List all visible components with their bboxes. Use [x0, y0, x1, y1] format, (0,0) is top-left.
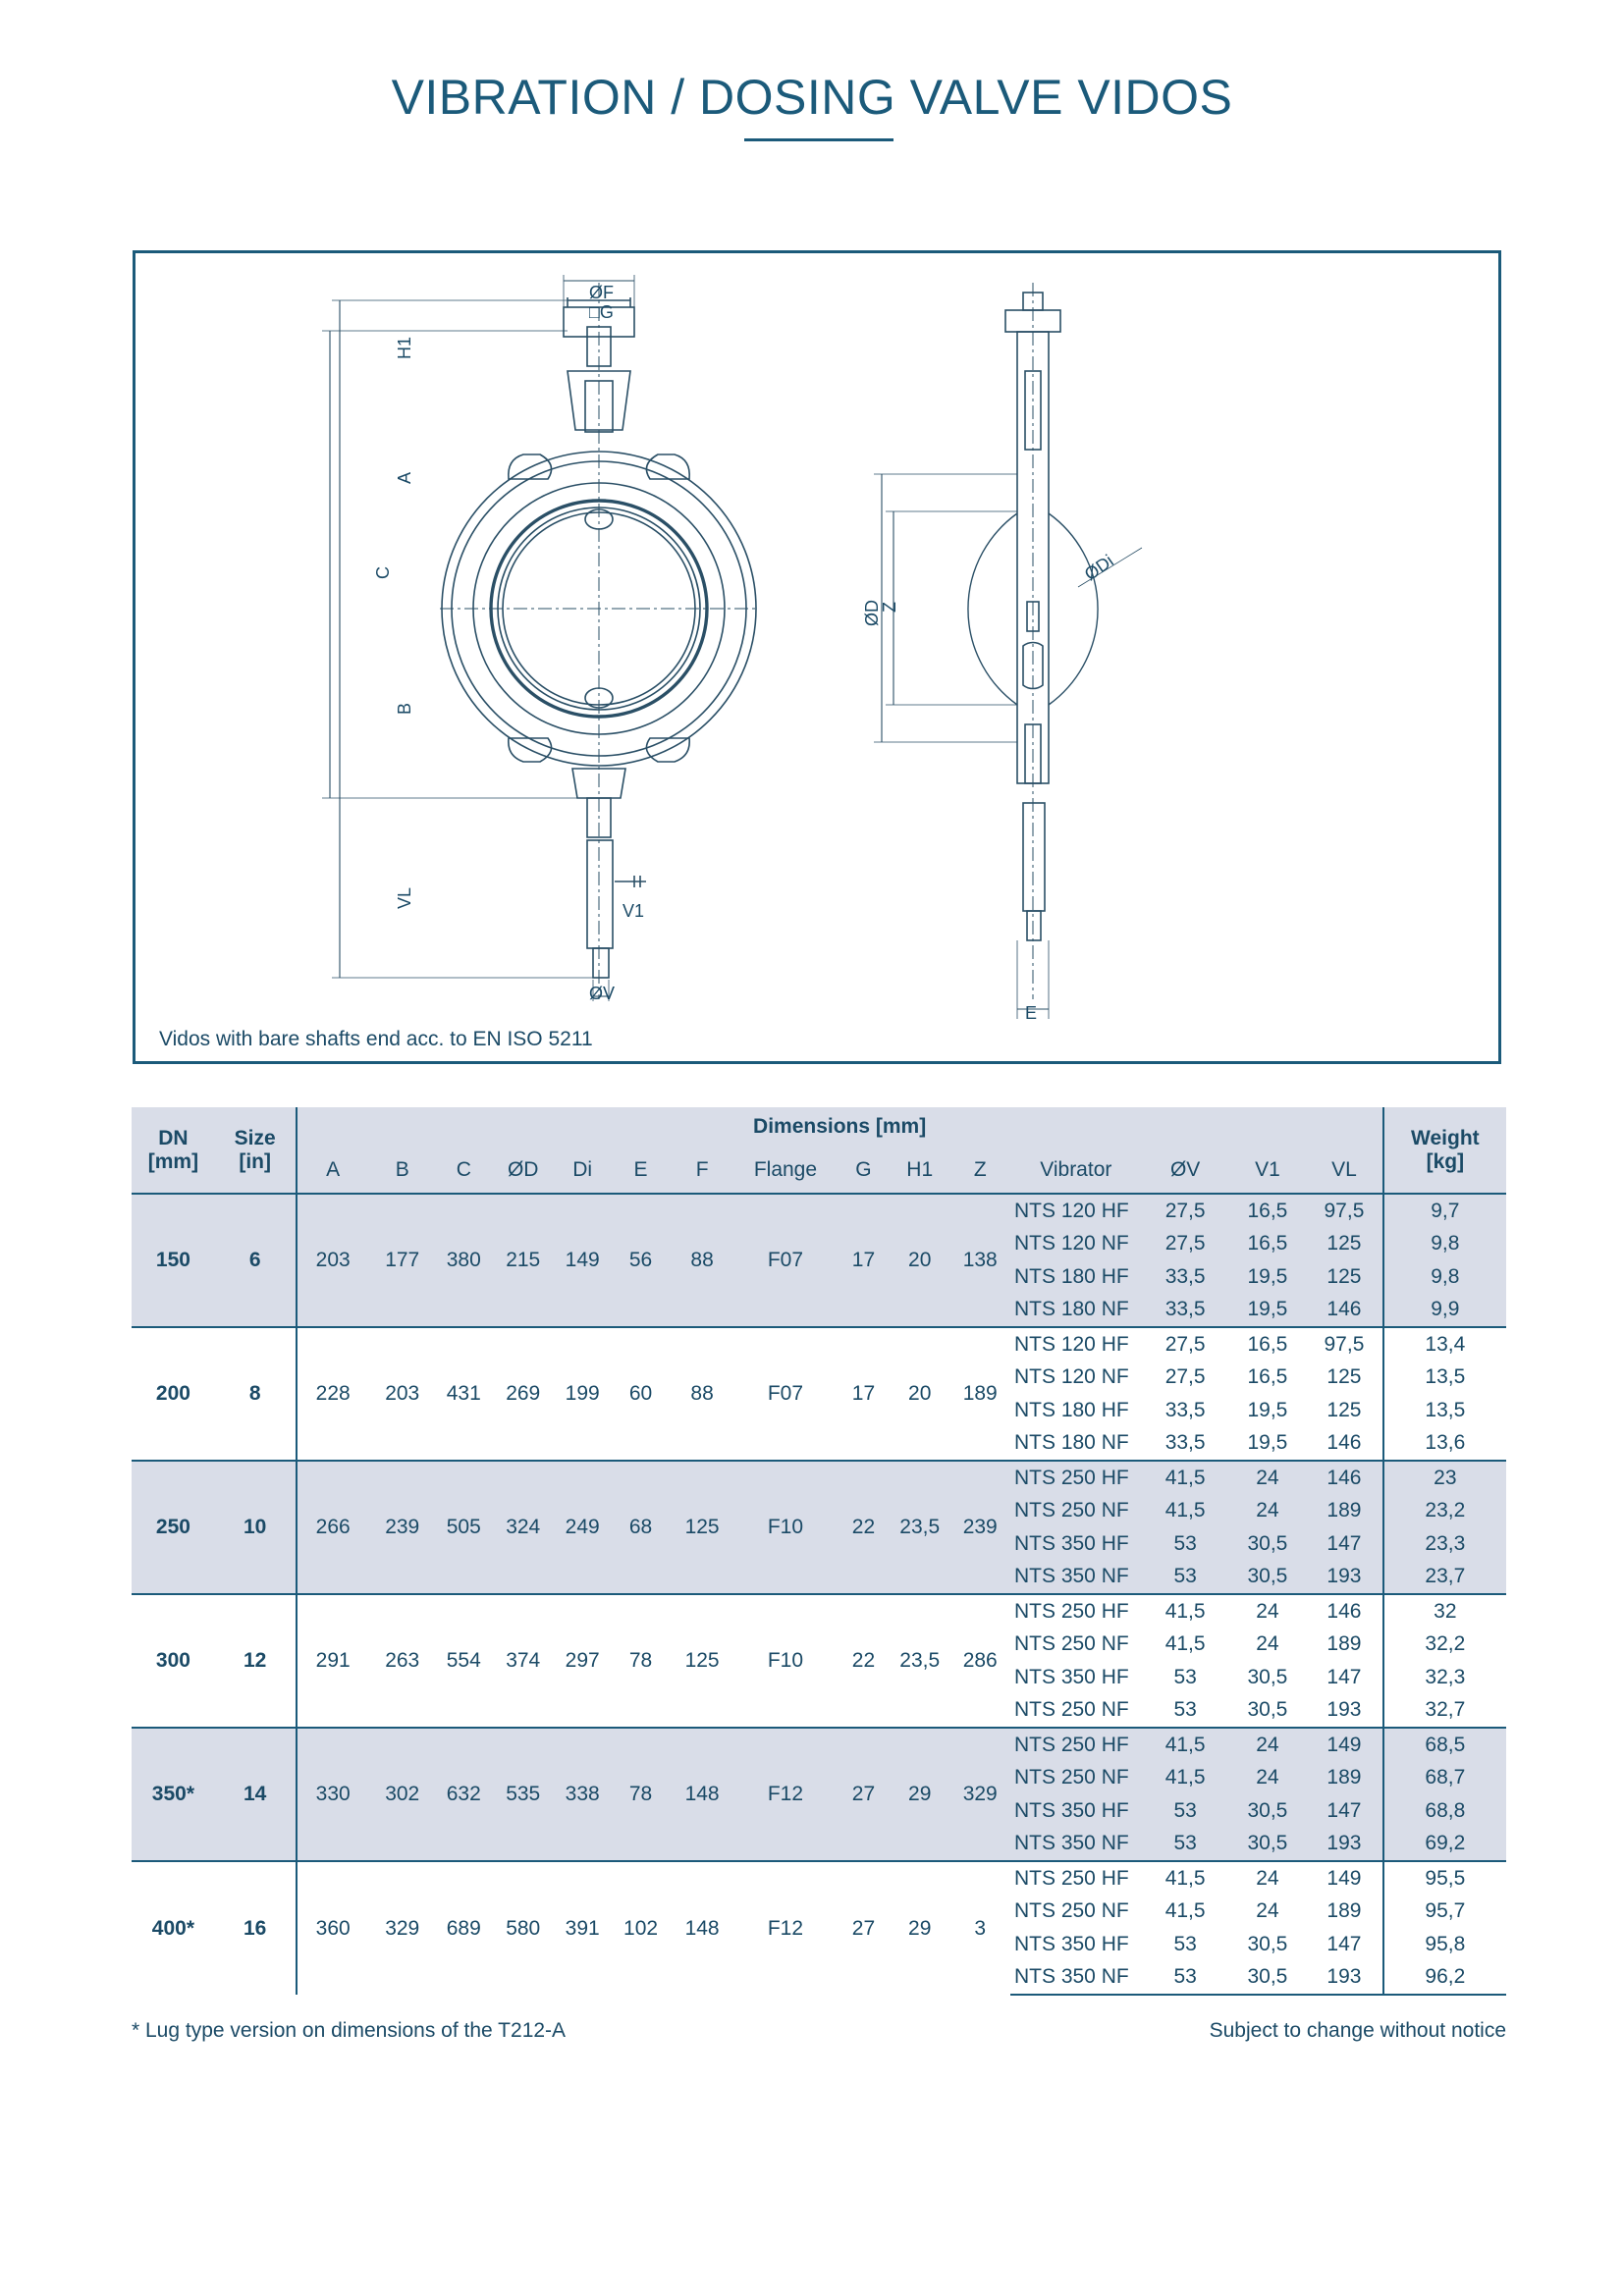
- cell-vibrator: NTS 250 NF: [1013, 1698, 1129, 1722]
- cell-v: 41,5: [1142, 1495, 1229, 1528]
- cell-size: 16: [215, 1861, 297, 1995]
- header-col: C: [436, 1147, 492, 1194]
- label-b: B: [395, 702, 414, 715]
- cell-g: 27: [838, 1861, 890, 1995]
- cell-vl: 97,5: [1306, 1194, 1383, 1228]
- cell-f: 125: [671, 1461, 733, 1594]
- cell-v: 41,5: [1142, 1861, 1229, 1896]
- cell-g: 17: [838, 1327, 890, 1461]
- cell-weight: 96,2: [1383, 1961, 1506, 1996]
- label-vl: VL: [395, 886, 414, 909]
- cell-dn: 300: [132, 1594, 215, 1728]
- cell-v1: 16,5: [1247, 1365, 1288, 1389]
- cell-vl: 189: [1326, 1899, 1362, 1923]
- header-dn: DN [mm]: [132, 1107, 215, 1194]
- cell-v: 41,5: [1142, 1594, 1229, 1629]
- cell-d: 269: [492, 1327, 555, 1461]
- cell-di: 249: [555, 1461, 611, 1594]
- cell-v1: 16,5: [1229, 1327, 1306, 1362]
- cell-di: 391: [555, 1861, 611, 1995]
- label-e: E: [1025, 1003, 1038, 1023]
- cell-v1: 19,5: [1247, 1431, 1288, 1455]
- cell-d: 215: [492, 1194, 555, 1327]
- cell-flange: F07: [733, 1194, 838, 1327]
- footnote: * Lug type version on dimensions of the T212-A: [132, 2019, 567, 2042]
- cell-vibrator: NTS 120 HF: [1010, 1327, 1142, 1362]
- header-col: H1: [890, 1147, 950, 1194]
- header-dimensions: Dimensions [mm]: [297, 1107, 1383, 1147]
- cell-dn: 200: [132, 1327, 215, 1461]
- cell-flange: F10: [733, 1594, 838, 1728]
- cell-vl: 193: [1326, 1698, 1362, 1722]
- cell-weight: 68,8: [1383, 1794, 1506, 1828]
- cell-vibrator: NTS 350 HF: [1013, 1932, 1129, 1955]
- cell-vibrator: NTS 250 HF: [1010, 1728, 1142, 1762]
- cell-v1: 24: [1229, 1594, 1306, 1629]
- cell-e: 78: [611, 1594, 672, 1728]
- cell-c: 554: [436, 1594, 492, 1728]
- cell-di: 297: [555, 1594, 611, 1728]
- cell-vibrator: NTS 250 NF: [1010, 1762, 1142, 1795]
- dimensions-table: [132, 1107, 1506, 1996]
- cell-vibrator: NTS 250 HF: [1010, 1594, 1142, 1629]
- cell-v1: 24: [1256, 1899, 1279, 1923]
- cell-v: 27,5: [1142, 1327, 1229, 1362]
- cell-weight: 32,3: [1383, 1661, 1506, 1694]
- cell-z: 3: [949, 1861, 1010, 1995]
- cell-b: 177: [369, 1194, 436, 1327]
- cell-weight: 95,8: [1383, 1928, 1506, 1961]
- cell-vibrator: NTS 180 NF: [1010, 1294, 1142, 1328]
- cell-c: 689: [436, 1861, 492, 1995]
- cell-vl: 193: [1306, 1961, 1383, 1996]
- table-body: [132, 1194, 1506, 1995]
- cell-v: 33,5: [1142, 1260, 1229, 1294]
- cell-v: 53: [1173, 1665, 1197, 1688]
- cell-v1: 19,5: [1229, 1294, 1306, 1328]
- cell-vibrator: NTS 250 NF: [1013, 1899, 1129, 1923]
- cell-v: 53: [1173, 1932, 1197, 1955]
- cell-h1: 20: [890, 1194, 950, 1327]
- cell-v: 41,5: [1164, 1899, 1206, 1923]
- cell-vl: 193: [1306, 1828, 1383, 1862]
- cell-h1: 23,5: [890, 1594, 950, 1728]
- cell-vl: 193: [1306, 1561, 1383, 1595]
- cell-vibrator: NTS 120 HF: [1010, 1194, 1142, 1228]
- cell-b: 329: [369, 1861, 436, 1995]
- cell-di: 149: [555, 1194, 611, 1327]
- cell-vibrator: NTS 350 HF: [1010, 1527, 1142, 1561]
- cell-v1: 19,5: [1247, 1398, 1288, 1421]
- cell-vibrator: NTS 180 HF: [1010, 1260, 1142, 1294]
- label-d: ØD: [862, 600, 882, 626]
- cell-v1: 30,5: [1247, 1698, 1288, 1722]
- title-underline: [744, 138, 893, 141]
- header-col: Z: [949, 1147, 1010, 1194]
- cell-vibrator: NTS 250 NF: [1013, 1632, 1129, 1656]
- cell-vibrator: NTS 120 NF: [1013, 1365, 1129, 1389]
- cell-v1: 24: [1229, 1461, 1306, 1495]
- cell-vl: 189: [1306, 1762, 1383, 1795]
- cell-weight: 32,7: [1383, 1694, 1506, 1729]
- header-col: V1: [1229, 1147, 1306, 1194]
- cell-dn: 400*: [132, 1861, 215, 1995]
- cell-v: 41,5: [1142, 1461, 1229, 1495]
- header-col: Di: [555, 1147, 611, 1194]
- cell-di: 199: [555, 1327, 611, 1461]
- cell-v1: 24: [1229, 1495, 1306, 1528]
- cell-c: 380: [436, 1194, 492, 1327]
- cell-f: 148: [671, 1861, 733, 1995]
- cell-vl: 147: [1306, 1794, 1383, 1828]
- cell-g: 17: [838, 1194, 890, 1327]
- cell-h1: 29: [890, 1728, 950, 1861]
- cell-z: 329: [949, 1728, 1010, 1861]
- cell-a: 203: [297, 1194, 369, 1327]
- cell-di: 338: [555, 1728, 611, 1861]
- header-col: VL: [1306, 1147, 1383, 1194]
- cell-vl: 147: [1306, 1527, 1383, 1561]
- cell-vl: 125: [1306, 1260, 1383, 1294]
- cell-flange: F07: [733, 1327, 838, 1461]
- cell-h1: 20: [890, 1327, 950, 1461]
- cell-vl: 146: [1306, 1294, 1383, 1328]
- cell-vl: 149: [1306, 1728, 1383, 1762]
- label-g: □G: [589, 302, 614, 322]
- label-c: C: [373, 566, 393, 579]
- cell-d: 374: [492, 1594, 555, 1728]
- cell-v1: 30,5: [1229, 1828, 1306, 1862]
- cell-vibrator: NTS 250 NF: [1010, 1495, 1142, 1528]
- cell-g: 27: [838, 1728, 890, 1861]
- header-col: B: [369, 1147, 436, 1194]
- cell-size: 6: [215, 1194, 297, 1327]
- cell-b: 239: [369, 1461, 436, 1594]
- cell-h1: 29: [890, 1861, 950, 1995]
- cell-weight: 13,4: [1383, 1327, 1506, 1362]
- cell-v1: 24: [1229, 1762, 1306, 1795]
- drawing-caption: Vidos with bare shafts end acc. to EN ISO 5211: [159, 1028, 593, 1050]
- cell-g: 22: [838, 1461, 890, 1594]
- cell-weight: 32: [1383, 1594, 1506, 1629]
- cell-v: 53: [1173, 1698, 1197, 1722]
- cell-size: 14: [215, 1728, 297, 1861]
- cell-v: 33,5: [1142, 1294, 1229, 1328]
- cell-v1: 30,5: [1229, 1561, 1306, 1595]
- cell-v: 27,5: [1142, 1194, 1229, 1228]
- label-a: A: [395, 471, 414, 484]
- cell-vl: 146: [1326, 1431, 1362, 1455]
- cell-f: 125: [671, 1594, 733, 1728]
- page-title: VIBRATION / DOSING VALVE VIDOS: [391, 70, 1233, 125]
- cell-weight: 9,7: [1383, 1194, 1506, 1228]
- cell-weight: 23,2: [1383, 1495, 1506, 1528]
- header-col: A: [297, 1147, 369, 1194]
- cell-size: 12: [215, 1594, 297, 1728]
- cell-e: 102: [611, 1861, 672, 1995]
- cell-dn: 350*: [132, 1728, 215, 1861]
- label-h1: H1: [395, 336, 414, 359]
- cell-a: 266: [297, 1461, 369, 1594]
- cell-vibrator: NTS 350 HF: [1013, 1665, 1129, 1688]
- cell-flange: F12: [733, 1861, 838, 1995]
- label-f: ØF: [589, 283, 614, 302]
- cell-f: 148: [671, 1728, 733, 1861]
- cell-z: 138: [949, 1194, 1010, 1327]
- label-v1: V1: [623, 901, 645, 921]
- cell-vibrator: NTS 350 HF: [1010, 1794, 1142, 1828]
- header-weight: Weight [kg]: [1383, 1107, 1506, 1194]
- cell-weight: 95,7: [1383, 1896, 1506, 1929]
- cell-size: 8: [215, 1327, 297, 1461]
- cell-a: 291: [297, 1594, 369, 1728]
- cell-weight: 9,8: [1383, 1260, 1506, 1294]
- cell-v1: 30,5: [1247, 1932, 1288, 1955]
- cell-b: 263: [369, 1594, 436, 1728]
- cell-v: 53: [1142, 1961, 1229, 1996]
- cell-a: 228: [297, 1327, 369, 1461]
- header-col: ØD: [492, 1147, 555, 1194]
- cell-v1: 24: [1256, 1632, 1279, 1656]
- cell-weight: 13,5: [1383, 1362, 1506, 1395]
- header-col: Flange: [733, 1147, 838, 1194]
- cell-v: 27,5: [1164, 1365, 1206, 1389]
- cell-weight: 9,8: [1383, 1228, 1506, 1261]
- cell-weight: 23,7: [1383, 1561, 1506, 1595]
- cell-weight: 95,5: [1383, 1861, 1506, 1896]
- label-v: ØV: [589, 984, 616, 1003]
- table-row: [132, 1861, 1506, 1896]
- cell-g: 22: [838, 1594, 890, 1728]
- cell-d: 580: [492, 1861, 555, 1995]
- cell-v: 41,5: [1142, 1728, 1229, 1762]
- cell-weight: 9,9: [1383, 1294, 1506, 1328]
- cell-b: 302: [369, 1728, 436, 1861]
- header-col: E: [611, 1147, 672, 1194]
- cell-v: 33,5: [1164, 1398, 1206, 1421]
- cell-vl: 97,5: [1306, 1327, 1383, 1362]
- header-col: Vibrator: [1010, 1147, 1142, 1194]
- cell-vibrator: NTS 180 HF: [1013, 1398, 1129, 1421]
- cell-weight: 23: [1383, 1461, 1506, 1495]
- cell-z: 286: [949, 1594, 1010, 1728]
- cell-weight: 69,2: [1383, 1828, 1506, 1862]
- cell-vibrator: NTS 250 HF: [1010, 1461, 1142, 1495]
- cell-a: 360: [297, 1861, 369, 1995]
- cell-dn: 250: [132, 1461, 215, 1594]
- cell-b: 203: [369, 1327, 436, 1461]
- change-notice: Subject to change without notice: [1209, 2019, 1506, 2042]
- cell-weight: 32,2: [1383, 1629, 1506, 1662]
- cell-v: 41,5: [1164, 1632, 1206, 1656]
- cell-d: 324: [492, 1461, 555, 1594]
- cell-v: 33,5: [1164, 1431, 1206, 1455]
- cell-v1: 19,5: [1229, 1260, 1306, 1294]
- cell-v: 53: [1142, 1527, 1229, 1561]
- cell-weight: 13,6: [1383, 1427, 1506, 1462]
- cell-flange: F10: [733, 1461, 838, 1594]
- cell-vibrator: NTS 350 NF: [1010, 1561, 1142, 1595]
- cell-vl: 125: [1306, 1228, 1383, 1261]
- cell-v1: 16,5: [1229, 1194, 1306, 1228]
- cell-vl: 147: [1326, 1665, 1362, 1688]
- cell-h1: 23,5: [890, 1461, 950, 1594]
- cell-v: 53: [1142, 1828, 1229, 1862]
- cell-weight: 68,7: [1383, 1762, 1506, 1795]
- cell-vibrator: NTS 350 NF: [1010, 1828, 1142, 1862]
- cell-size: 10: [215, 1461, 297, 1594]
- cell-f: 88: [671, 1327, 733, 1461]
- technical-drawing: [135, 253, 1498, 1061]
- cell-weight: 13,5: [1383, 1394, 1506, 1427]
- table-row: [132, 1461, 1506, 1495]
- table-row: [132, 1327, 1506, 1362]
- cell-vl: 125: [1326, 1365, 1362, 1389]
- table-row: [132, 1728, 1506, 1762]
- cell-v1: 30,5: [1247, 1665, 1288, 1688]
- cell-vl: 125: [1326, 1398, 1362, 1421]
- cell-c: 505: [436, 1461, 492, 1594]
- cell-v1: 24: [1229, 1861, 1306, 1896]
- header-col: G: [838, 1147, 890, 1194]
- cell-e: 56: [611, 1194, 672, 1327]
- cell-weight: 68,5: [1383, 1728, 1506, 1762]
- cell-z: 239: [949, 1461, 1010, 1594]
- cell-dn: 150: [132, 1194, 215, 1327]
- cell-v1: 30,5: [1229, 1527, 1306, 1561]
- cell-vl: 146: [1306, 1594, 1383, 1629]
- cell-vl: 189: [1326, 1632, 1362, 1656]
- cell-v: 53: [1142, 1794, 1229, 1828]
- cell-vibrator: NTS 250 HF: [1010, 1861, 1142, 1896]
- cell-c: 431: [436, 1327, 492, 1461]
- table-row: [132, 1194, 1506, 1228]
- cell-v1: 30,5: [1229, 1961, 1306, 1996]
- technical-drawing-frame: [133, 250, 1501, 1064]
- cell-v: 27,5: [1142, 1228, 1229, 1261]
- label-di: ØDi: [1080, 551, 1117, 585]
- cell-f: 88: [671, 1194, 733, 1327]
- cell-vibrator: NTS 180 NF: [1013, 1431, 1129, 1455]
- cell-vibrator: NTS 350 NF: [1010, 1961, 1142, 1996]
- cell-e: 68: [611, 1461, 672, 1594]
- header-col: ØV: [1142, 1147, 1229, 1194]
- cell-z: 189: [949, 1327, 1010, 1461]
- cell-vl: 147: [1326, 1932, 1362, 1955]
- cell-e: 78: [611, 1728, 672, 1861]
- cell-a: 330: [297, 1728, 369, 1861]
- cell-v1: 16,5: [1229, 1228, 1306, 1261]
- label-z: Z: [880, 602, 899, 613]
- cell-vl: 149: [1306, 1861, 1383, 1896]
- cell-v1: 30,5: [1229, 1794, 1306, 1828]
- header-col: F: [671, 1147, 733, 1194]
- cell-d: 535: [492, 1728, 555, 1861]
- cell-flange: F12: [733, 1728, 838, 1861]
- cell-vl: 146: [1306, 1461, 1383, 1495]
- cell-v: 53: [1142, 1561, 1229, 1595]
- cell-v: 41,5: [1142, 1762, 1229, 1795]
- cell-weight: 23,3: [1383, 1527, 1506, 1561]
- table-row: [132, 1594, 1506, 1629]
- cell-vl: 189: [1306, 1495, 1383, 1528]
- cell-c: 632: [436, 1728, 492, 1861]
- cell-v1: 24: [1229, 1728, 1306, 1762]
- cell-e: 60: [611, 1327, 672, 1461]
- cell-vibrator: NTS 120 NF: [1010, 1228, 1142, 1261]
- header-size: Size [in]: [215, 1107, 297, 1194]
